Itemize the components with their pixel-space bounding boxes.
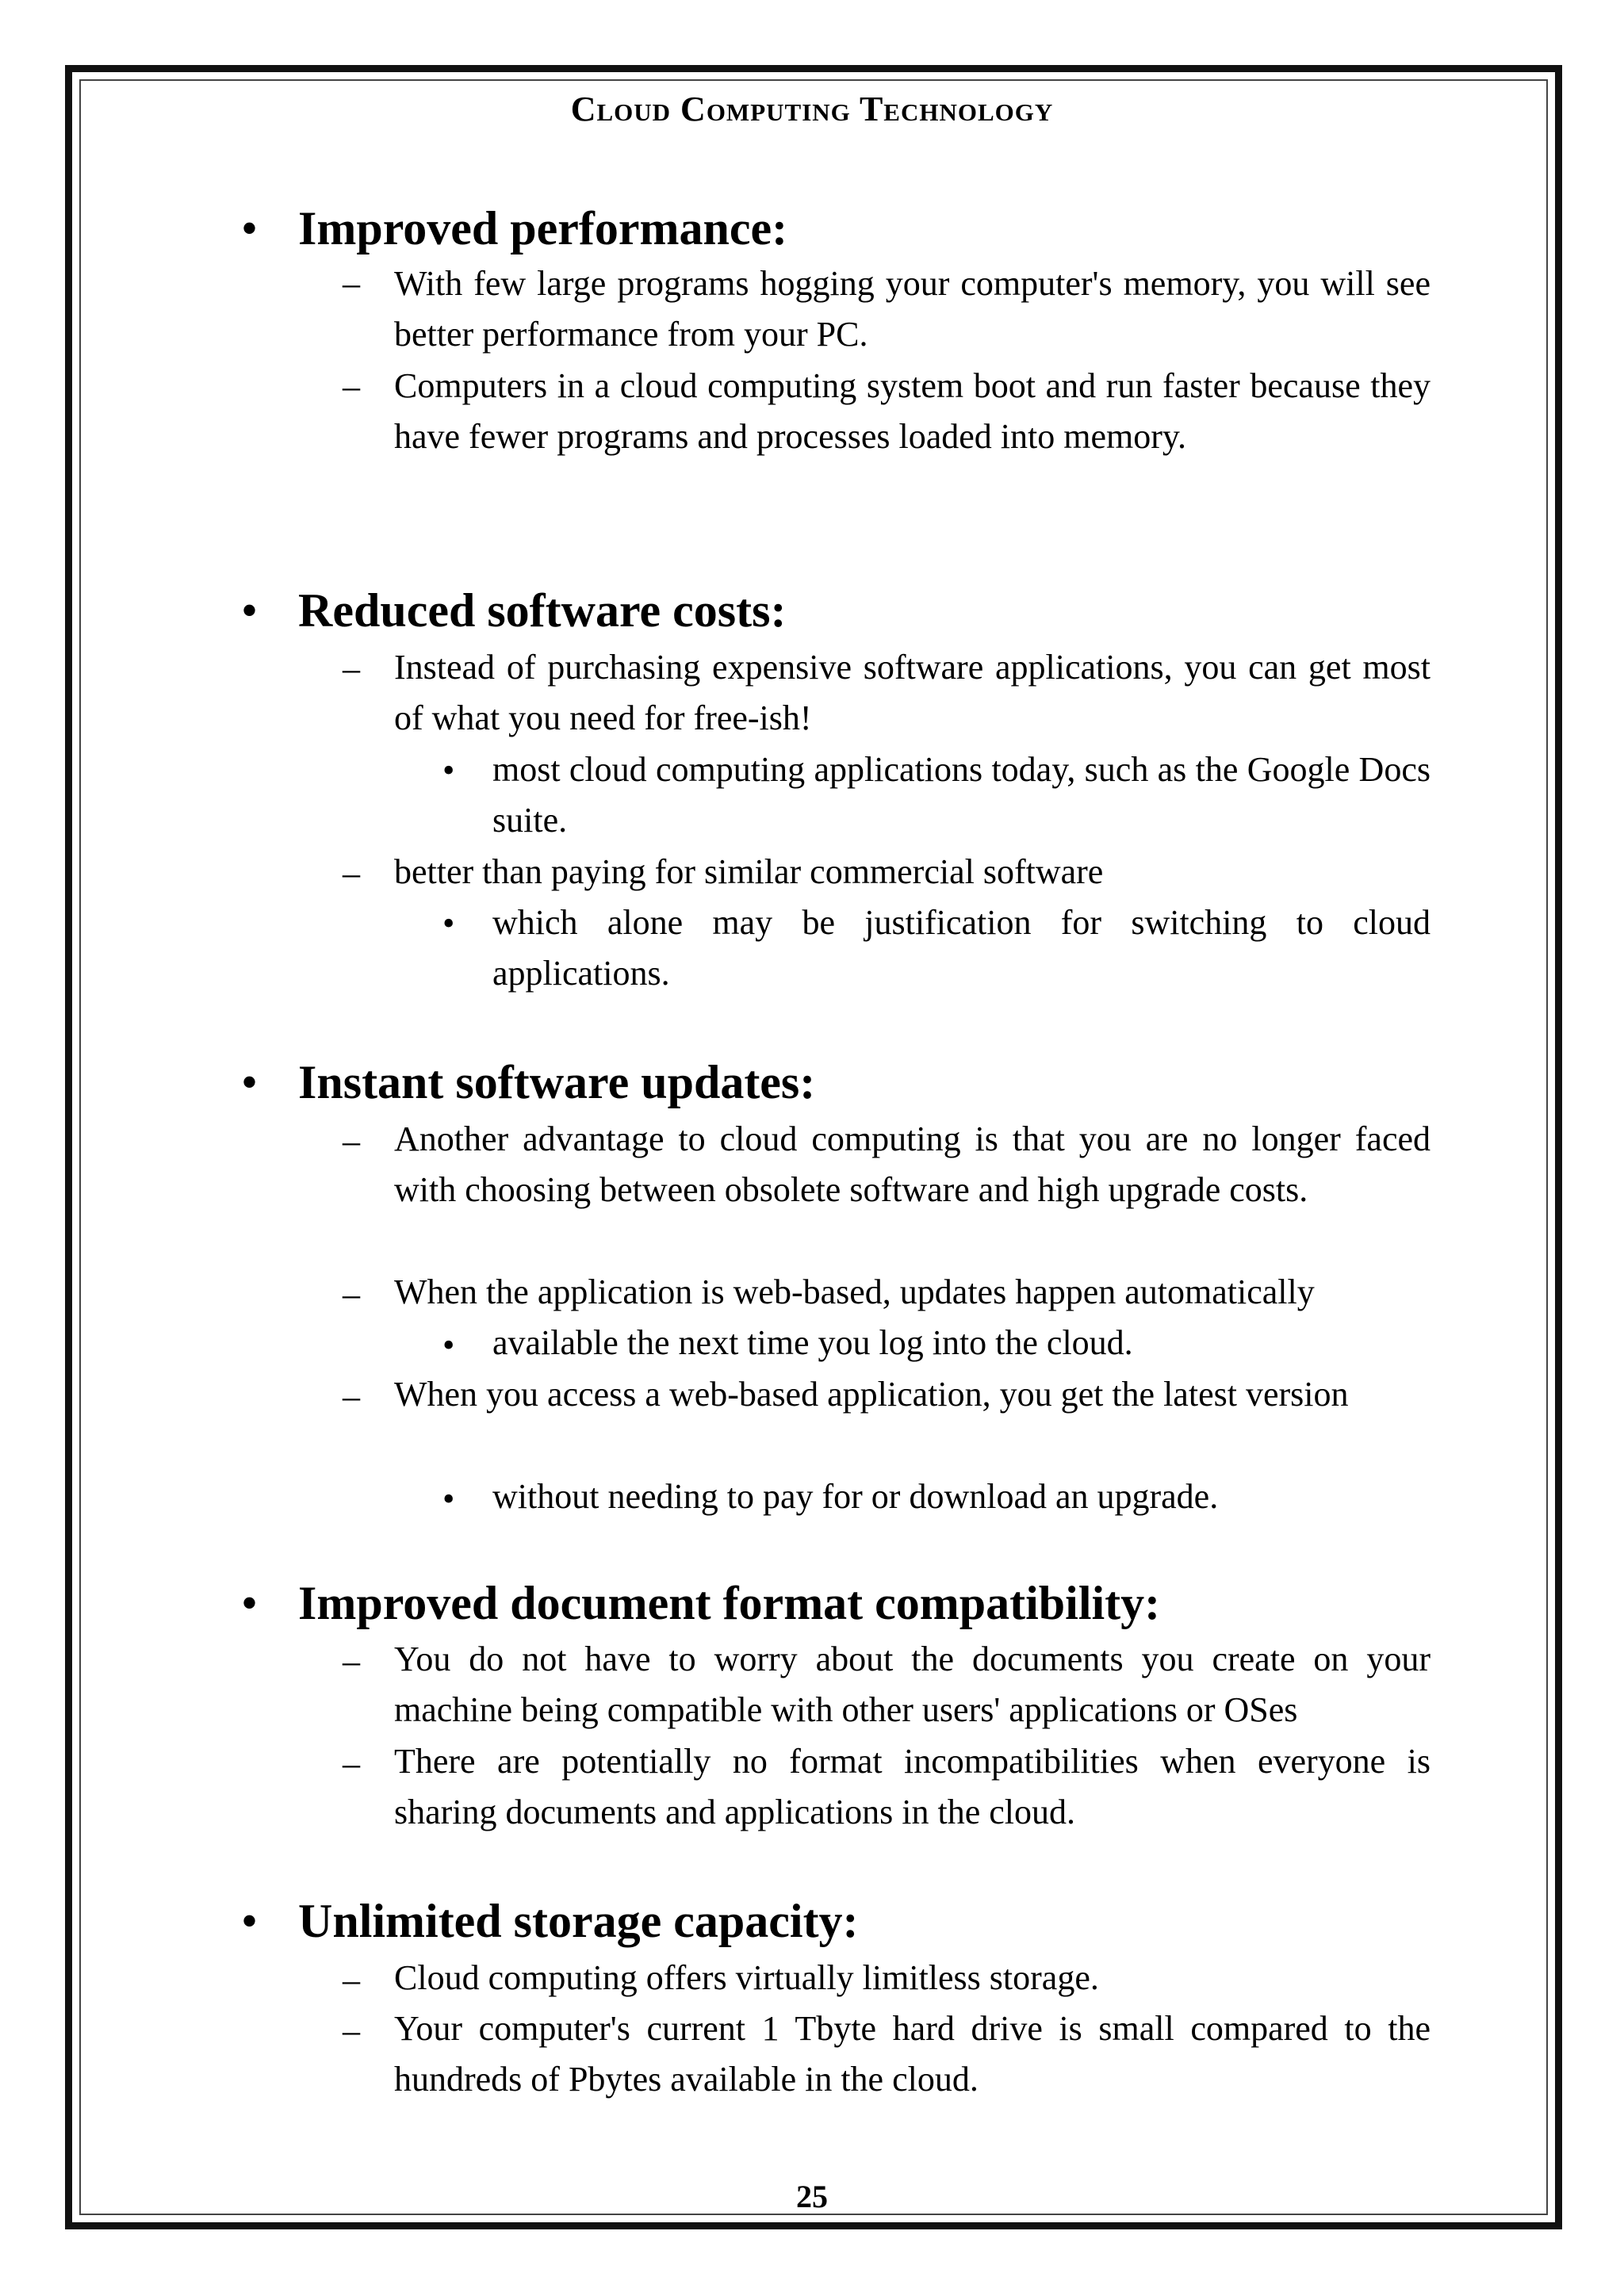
list-item: Another advantage to cloud computing is that you are no longer faced with choosing between obsolete software and high upgrade costs. bbox=[394, 1119, 1431, 1209]
dash-icon: – bbox=[343, 264, 360, 303]
sub-list-item: available the next time you log into the cloud. bbox=[492, 1323, 1133, 1362]
dash-icon: – bbox=[343, 1122, 360, 1161]
page-number: 25 bbox=[796, 2179, 828, 2214]
bullet-icon: • bbox=[241, 584, 259, 637]
list-item: There are potentially no format incompatibilities when everyone is sharing documents and applications in the cloud. bbox=[394, 1742, 1431, 1831]
list-item: Cloud computing offers virtually limitless storage. bbox=[394, 1958, 1099, 1997]
running-header: Cloud Computing Technology bbox=[570, 90, 1054, 128]
page-body: • Improved performance: – With few large programs hogging your computer's memory, you will see better performance from your PC. – Computers in a cloud computing system boot and run faster because they have fewer programs and processes loaded into memory. • Reduced software costs: – Instead of purchasing expensive software applications, you can get most of what you need for free-ish! • most cloud computing applications today, such as the Google Docs suite. – better than paying for similar commercial software • which alone may be justification for switching to cloud applications. • Instant software updates: – Another advantage to cloud computing is that you are no longer faced with choosing between obsolete software and high upgrade costs. – When the application is web-based, updates happen automatically • available the next time you log into the cloud. – When you access a web-based application, you get the latest version • without needing to pay for or download an upgrade. • Improved document format compatibility: – You do not have to worry about the documents you create on your machine being compatible with other users' applications or OSes – There are potentially no format incompatibilities when everyone is sharing documents and applications in the cloud. • Unlimited storage capacity: – Cloud computing offers virtually limitless storage. – Your computer's current 1 Tbyte hard drive is small compared to the hundreds of Pbytes available in the cloud. bbox=[0, 0, 1624, 2296]
dash-icon: – bbox=[343, 1377, 360, 1416]
dash-icon: – bbox=[343, 367, 360, 406]
list-item: better than paying for similar commercial software bbox=[394, 852, 1104, 891]
dash-icon: – bbox=[343, 2011, 360, 2050]
dash-icon: – bbox=[343, 1275, 360, 1314]
sub-bullet-icon: • bbox=[442, 1479, 455, 1518]
dash-icon: – bbox=[343, 649, 360, 688]
sub-list-item: which alone may be justification for switching to cloud applications. bbox=[492, 903, 1431, 993]
list-item: When the application is web-based, updates happen automatically bbox=[394, 1272, 1315, 1311]
bullet-icon: • bbox=[241, 202, 259, 254]
dash-icon: – bbox=[343, 1961, 360, 1999]
list-item: Instead of purchasing expensive software applications, you can get most of what you need for free-ish! bbox=[394, 648, 1431, 737]
list-item: Computers in a cloud computing system boot and run faster because they have fewer programs and processes loaded into memory. bbox=[394, 366, 1431, 456]
dash-icon: – bbox=[343, 1642, 360, 1681]
sub-list-item: without needing to pay for or download an upgrade. bbox=[492, 1477, 1219, 1516]
bullet-icon: • bbox=[241, 1056, 259, 1108]
dash-icon: – bbox=[343, 854, 360, 893]
sub-bullet-icon: • bbox=[442, 751, 455, 790]
bullet-icon: • bbox=[241, 1577, 259, 1629]
sub-bullet-icon: • bbox=[442, 904, 455, 943]
bullet-icon: • bbox=[241, 1895, 259, 1947]
sub-list-item: most cloud computing applications today, such as the Google Docs suite. bbox=[492, 750, 1431, 840]
list-item: When you access a web-based application, you get the latest version bbox=[394, 1375, 1349, 1414]
list-item: Your computer's current 1 Tbyte hard drive is small compared to the hundreds of Pbytes available in the cloud. bbox=[394, 2009, 1431, 2099]
dash-icon: – bbox=[343, 1744, 360, 1783]
list-item: With few large programs hogging your computer's memory, you will see better performance from your PC. bbox=[394, 264, 1431, 354]
sub-bullet-icon: • bbox=[442, 1326, 455, 1364]
list-item: You do not have to worry about the documents you create on your machine being compatible with other users' applications or OSes bbox=[394, 1640, 1431, 1729]
